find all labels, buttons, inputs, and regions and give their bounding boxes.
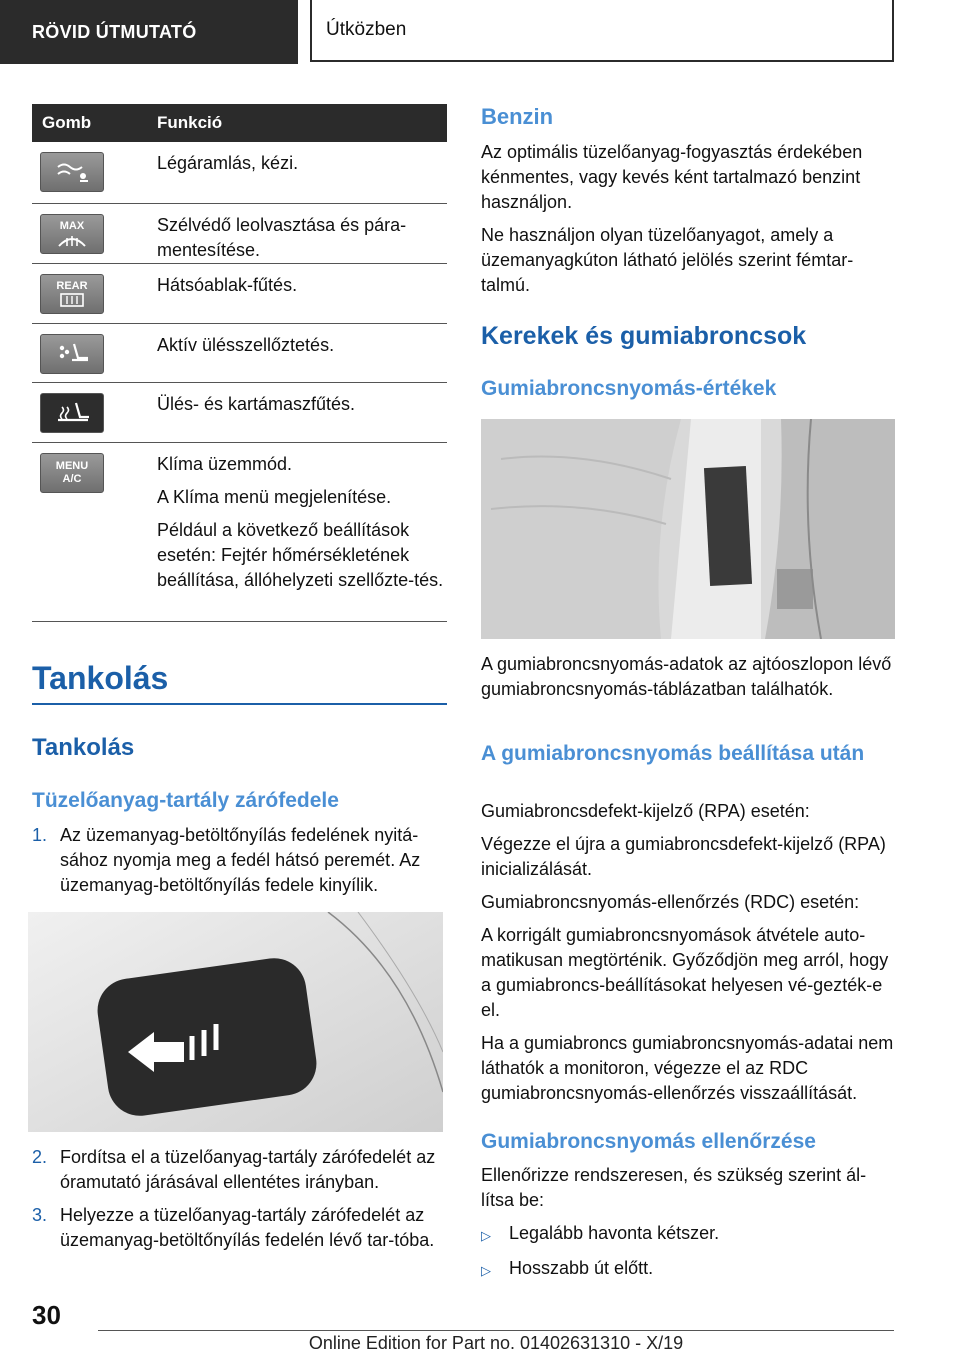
rear-window-heating-icon bbox=[40, 274, 104, 314]
footer-divider bbox=[98, 1330, 894, 1331]
section-heading: Tankolás bbox=[32, 734, 135, 761]
subsection-heading: Tüzelőanyag-tartály zárófedele bbox=[32, 789, 339, 812]
seat-ventilation-icon bbox=[40, 334, 104, 374]
triangle-bullet-icon: ▷ bbox=[481, 1228, 491, 1243]
step-text: Az üzemanyag-betöltőnyílás fedelének nyitá-sához nyomja meg a fedél hátsó peremét. Az üzemanyag-betöltőnyílás fedele kinyílik. bbox=[60, 825, 421, 895]
rear-label: REAR bbox=[56, 280, 88, 292]
step-number: 2. bbox=[32, 1147, 48, 1167]
paragraph: A korrigált gumiabroncsnyomások átvétele auto-matikusan megtörténik. Győződjön meg arról, hogy a gumiabroncs-beállításokat helyesen vé-gezték-e el. bbox=[481, 925, 889, 1020]
bullet-text: Hosszabb út előtt. bbox=[509, 1258, 654, 1278]
chapter-heading: Tankolás bbox=[32, 660, 447, 705]
steps-list bbox=[32, 823, 447, 906]
section-title: RÖVID ÚTMUTATÓ bbox=[32, 21, 197, 42]
paragraph: Ne használjon olyan tüzelőanyagot, amely a üzemanyagkúton látható jelölés szerint fémtar-talmú. bbox=[481, 225, 854, 295]
chapter-title: Útközben bbox=[326, 19, 407, 40]
steps-list bbox=[32, 1145, 447, 1261]
column-header-button: Gomb bbox=[42, 113, 92, 132]
section-tab bbox=[0, 0, 298, 64]
list-item bbox=[481, 1256, 896, 1283]
reset-text bbox=[481, 799, 896, 1114]
function-text: Hátsóablak-fűtés. bbox=[157, 275, 298, 295]
table-row bbox=[32, 204, 447, 264]
bullet-text: Legalább havonta kétszer. bbox=[509, 1223, 720, 1243]
table-row bbox=[32, 443, 447, 622]
button-function-table bbox=[32, 104, 447, 622]
benzin-text bbox=[481, 140, 896, 306]
menu-label: MENU bbox=[55, 460, 89, 472]
airflow-manual-icon bbox=[40, 152, 104, 192]
table-row bbox=[32, 264, 447, 324]
check-text bbox=[481, 1163, 896, 1291]
step-number: 3. bbox=[32, 1205, 48, 1225]
function-text: Klíma üzemmód. bbox=[157, 454, 293, 474]
paragraph: Ellenőrizze rendszeresen, és szükség szerint ál-lítsa be: bbox=[481, 1165, 867, 1210]
subsection-heading: A gumiabroncsnyomás beállítása után bbox=[481, 742, 865, 765]
ac-label: A/C bbox=[62, 473, 82, 485]
table-row bbox=[32, 142, 447, 204]
chapter-tab bbox=[310, 0, 894, 62]
seat-armrest-heating-icon bbox=[40, 393, 104, 433]
paragraph: Az optimális tüzelőanyag-fogyasztás érdekében kénmentes, vagy kevés ként tartalmazó benzint használjon. bbox=[481, 142, 863, 212]
step-text: Helyezze a tüzelőanyag-tartály zárófedelét az üzemanyag-betöltőnyílás fedelén lévő tar-tóba. bbox=[60, 1205, 435, 1250]
triangle-bullet-icon: ▷ bbox=[481, 1263, 491, 1278]
paragraph: Végezze el újra a gumiabroncsdefekt-kijelző (RPA) inicializálását. bbox=[481, 834, 886, 879]
benzin-heading: Benzin bbox=[481, 104, 554, 129]
caption-text: A gumiabroncsnyomás-adatok az ajtóoszlopon lévő gumiabroncsnyomás-táblázatban találhatók. bbox=[481, 654, 892, 699]
photo-caption bbox=[481, 652, 896, 710]
step-text: Fordítsa el a tüzelőanyag-tartály zárófedelét az óramutató járásával ellentétes irányban. bbox=[60, 1147, 436, 1192]
section-heading: Kerekek és gumiabroncsok bbox=[481, 322, 807, 350]
list-item bbox=[32, 1203, 447, 1253]
max-label: MAX bbox=[59, 220, 85, 232]
paragraph: Ha a gumiabroncs gumiabroncsnyomás-adatai nem láthatók a monitoron, végezze el az RDC gumiabroncsnyomás-ellenőrzés visszaállítását. bbox=[481, 1033, 894, 1103]
paragraph: Gumiabroncsdefekt-kijelző (RPA) esetén: bbox=[481, 801, 810, 821]
footer-edition: Online Edition for Part no. 01402631310 - X/19 bbox=[308, 1333, 684, 1353]
function-text: A Klíma menü megjelenítése. bbox=[157, 487, 392, 507]
door-pillar-photo bbox=[481, 419, 895, 639]
paragraph: Gumiabroncsnyomás-ellenőrzés (RDC) esetén: bbox=[481, 892, 860, 912]
subsection-heading: Gumiabroncsnyomás ellenőrzése bbox=[481, 1130, 816, 1153]
list-item bbox=[481, 1221, 896, 1248]
function-text: Aktív ülésszellőztetés. bbox=[157, 335, 335, 355]
function-text: Például a következő beállítások esetén: Fejtér hőmérsékletének beállítása, állóhelyzeti szellőzte-tés. bbox=[157, 520, 444, 590]
function-text: Ülés- és kartámaszfűtés. bbox=[157, 394, 356, 414]
list-item bbox=[32, 1145, 447, 1195]
function-text: Légáramlás, kézi. bbox=[157, 153, 299, 173]
table-row bbox=[32, 383, 447, 443]
function-text: Szélvédő leolvasztása és pára-mentesítése. bbox=[157, 215, 407, 260]
table-header bbox=[32, 104, 447, 142]
max-defrost-icon bbox=[40, 214, 104, 254]
fuel-flap-photo bbox=[28, 912, 443, 1132]
menu-ac-icon bbox=[40, 453, 104, 493]
list-item bbox=[32, 823, 447, 898]
column-header-function: Funkció bbox=[157, 113, 223, 132]
step-number: 1. bbox=[32, 825, 48, 845]
page-number: 30 bbox=[32, 1300, 61, 1330]
subsection-heading: Gumiabroncsnyomás-értékek bbox=[481, 377, 777, 400]
table-row bbox=[32, 324, 447, 383]
